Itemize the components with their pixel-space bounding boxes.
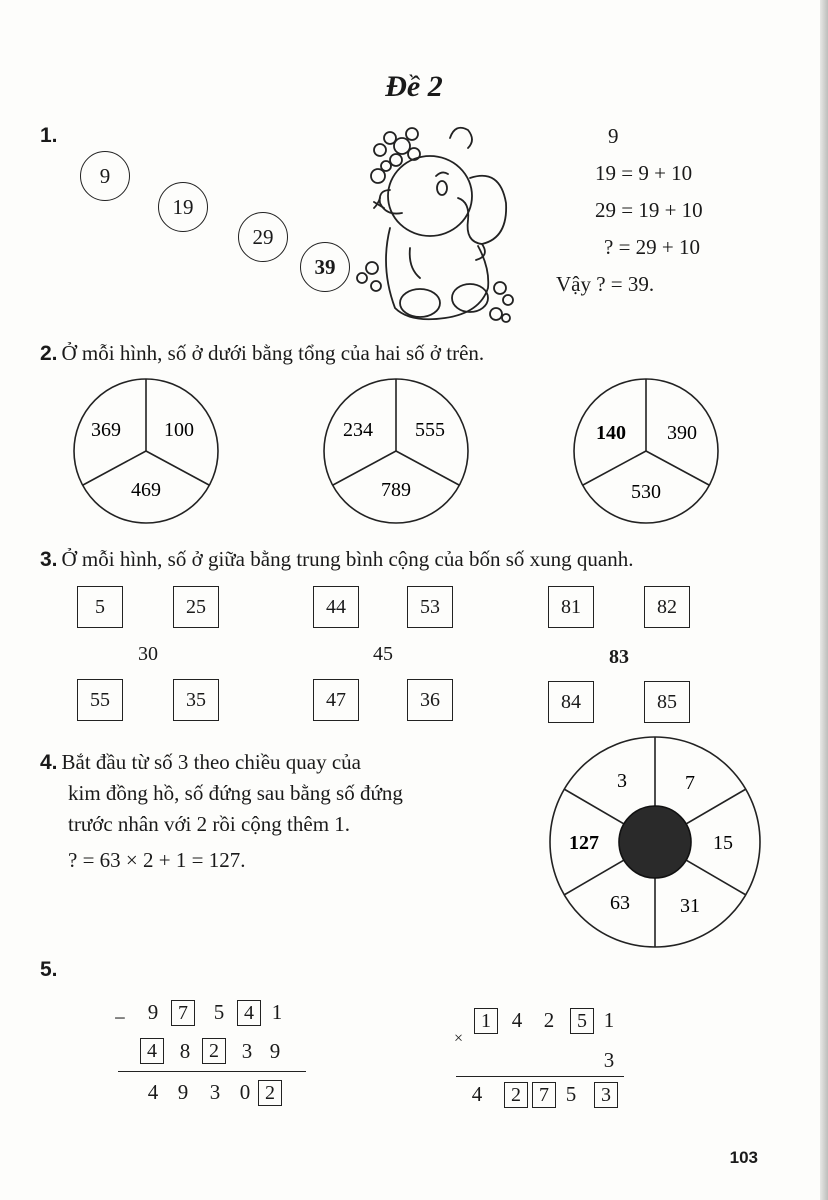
- minus-sign: −: [114, 1006, 126, 1030]
- problem-3-text: Ở mỗi hình, số ở giữa bằng trung bình cộng của bốn số xung quanh.: [61, 547, 634, 571]
- problem-5-label: 5.: [40, 958, 58, 981]
- problem-4-text-2: kim đồng hồ, số đứng sau bằng số đứng: [68, 781, 403, 805]
- mul-r3-d3: 7: [532, 1082, 556, 1108]
- sub-r1-d5: 1: [271, 1000, 283, 1024]
- sub-r2-d4: 3: [241, 1039, 253, 1063]
- sub-r2-d1: 4: [140, 1038, 164, 1064]
- sequence-circle-1: 9: [80, 151, 130, 201]
- mul-r3-d4: 5: [565, 1082, 577, 1106]
- p1-conclusion: Vậy ? = 39.: [556, 272, 655, 296]
- average-figure-2: [313, 586, 455, 722]
- avg1-bottom-left: 55: [77, 679, 123, 721]
- problem-4-answer: ? = 63 × 2 + 1 = 127.: [68, 848, 246, 872]
- avg3-bottom-left: 84: [548, 681, 594, 723]
- mul-r1-d1: 1: [474, 1008, 498, 1034]
- sum-circle-2-bottom: 789: [381, 479, 411, 501]
- problem-2-text: Ở mỗi hình, số ở dưới bằng tổng của hai số ở trên.: [61, 341, 485, 365]
- avg1-bottom-right: 35: [173, 679, 219, 721]
- subtraction-problem: [110, 996, 320, 1116]
- sub-r1-d4: 4: [237, 1000, 261, 1026]
- avg3-top-right: 82: [644, 586, 690, 628]
- sum-circle-1-top-right: 100: [164, 419, 194, 441]
- problem-3-label: 3.: [40, 548, 58, 571]
- sum-circle-3-bottom: 530: [631, 481, 661, 503]
- problem-1-label: 1.: [40, 124, 58, 147]
- p1-equation-3: 29 = 19 + 10: [595, 198, 703, 222]
- avg3-bottom-right: 85: [644, 681, 690, 723]
- mul-r1-d3: 2: [543, 1008, 555, 1032]
- mul-r1-d5: 1: [603, 1008, 615, 1032]
- sub-r1-d3: 5: [213, 1000, 225, 1024]
- average-figure-3: [548, 586, 694, 726]
- sum-circle-2: [318, 378, 474, 528]
- mul-r1-d4: 5: [570, 1008, 594, 1034]
- sum-circle-3-top-right: 390: [667, 422, 697, 444]
- problem-2-statement: [40, 341, 484, 366]
- mul-r1-d2: 4: [511, 1008, 523, 1032]
- mul-rule: [456, 1076, 624, 1077]
- wheel-value-1: 3: [617, 770, 627, 792]
- wheel-value-3: 15: [713, 832, 733, 854]
- sum-circle-2-top-left: 234: [343, 419, 373, 441]
- page-edge: [820, 0, 828, 1200]
- wheel-value-2: 7: [685, 772, 695, 794]
- avg1-top-left: 5: [77, 586, 123, 628]
- sub-r2-d5: 9: [269, 1039, 281, 1063]
- p1-equation-2: 19 = 9 + 10: [595, 161, 693, 185]
- problem-4-text-3: trước nhân với 2 rồi cộng thêm 1.: [68, 812, 351, 836]
- problem-3-statement: [40, 547, 633, 572]
- sum-circle-1-top-left: 369: [91, 419, 121, 441]
- avg1-top-right: 25: [173, 586, 219, 628]
- avg2-top-right: 53: [407, 586, 453, 628]
- sum-circle-3-top-left: 140: [596, 422, 626, 444]
- p1-equation-4: ? = 29 + 10: [604, 235, 701, 259]
- elephant-illustration: [350, 118, 530, 338]
- sub-r3-d5: 2: [258, 1080, 282, 1106]
- sub-r3-d4: 0: [239, 1080, 251, 1104]
- sequence-circle-4: 39: [300, 242, 350, 292]
- sum-circle-3: [568, 378, 724, 528]
- mul-r3-d1: 4: [471, 1082, 483, 1106]
- avg2-center: 45: [373, 642, 393, 665]
- page-number: 103: [729, 1148, 758, 1167]
- avg2-bottom-left: 47: [313, 679, 359, 721]
- problem-4-label: 4.: [40, 751, 58, 774]
- wheel-value-6: 127: [569, 832, 599, 854]
- wheel-value-5: 63: [610, 892, 630, 914]
- sub-r1-d1: 9: [147, 1000, 159, 1024]
- sub-r3-d1: 4: [147, 1080, 159, 1104]
- sub-r3-d3: 3: [209, 1080, 221, 1104]
- sub-r1-d2: 7: [171, 1000, 195, 1026]
- avg2-bottom-right: 36: [407, 679, 453, 721]
- sequence-circle-3: 29: [238, 212, 288, 262]
- problem-4-line-1: [40, 750, 361, 775]
- page-title: Đề 2: [385, 70, 443, 103]
- mul-r3-d5: 3: [594, 1082, 618, 1108]
- avg3-center: 83: [609, 645, 629, 668]
- number-wheel: [548, 734, 764, 950]
- sub-rule: [118, 1071, 306, 1072]
- sub-r2-d3: 2: [202, 1038, 226, 1064]
- problem-4-text-1: Bắt đầu từ số 3 theo chiều quay của: [61, 750, 361, 774]
- avg1-center: 30: [138, 642, 158, 665]
- times-sign: ×: [454, 1030, 464, 1047]
- avg2-top-left: 44: [313, 586, 359, 628]
- sum-circle-2-top-right: 555: [415, 419, 445, 441]
- sub-r2-d2: 8: [179, 1039, 191, 1063]
- mul-r3-d2: 2: [504, 1082, 528, 1108]
- avg3-top-left: 81: [548, 586, 594, 628]
- problem-2-label: 2.: [40, 342, 58, 365]
- multiplication-problem: [450, 1004, 640, 1124]
- mul-multiplier: 3: [603, 1048, 615, 1072]
- sequence-circle-2: 19: [158, 182, 208, 232]
- p1-equation-1: 9: [608, 124, 619, 148]
- average-figure-1: [77, 586, 219, 722]
- sum-circle-1-bottom: 469: [131, 479, 161, 501]
- sum-circle-1: [68, 378, 224, 528]
- sub-r3-d2: 9: [177, 1080, 189, 1104]
- wheel-value-4: 31: [680, 895, 700, 917]
